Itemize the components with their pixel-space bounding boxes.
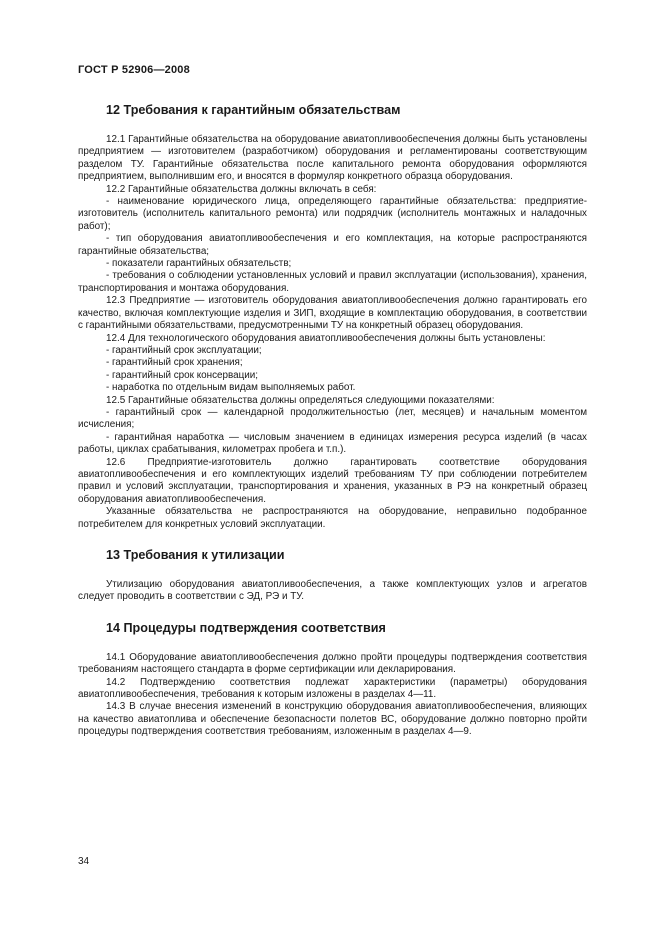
list-item: - гарантийный срок хранения;	[106, 357, 243, 369]
paragraph: 12.5 Гарантийные обязательства должны определяться следующими показателями:	[106, 394, 495, 406]
paragraph: 12.1 Гарантийные обязательства на оборудование авиатопливообеспечения должны быть установлены предприятием — изготовителем (разработчиком) оборудования и регламентированы соответствующим разделом ТУ. Гарантийные обязательства после капитального ремонта оборудования оформляются предприятием, выполнившим его, и вносятся в формуляр конкретного образца оборудования.	[78, 134, 587, 183]
document-body	[78, 90, 587, 739]
section-12	[78, 102, 587, 531]
section-body	[78, 134, 587, 531]
document-header: ГОСТ Р 52906—2008	[78, 64, 190, 76]
section-body	[78, 579, 587, 604]
paragraph: 12.3 Предприятие — изготовитель оборудования авиатопливообеспечения должно гарантировать его качество, включая комплектующие изделия и ЗИП, входящие в комплектацию оборудования, в соответствии с гарантийными обязательствами, предусмотренными ТУ на конкретный образец оборудования.	[78, 295, 587, 332]
list-item: - гарантийный срок эксплуатации;	[106, 344, 262, 356]
list-item: - наработка по отдельным видам выполняемых работ.	[106, 382, 356, 394]
paragraph: 12.2 Гарантийные обязательства должны включать в себя:	[106, 183, 377, 195]
section-title: 13 Требования к утилизации	[106, 548, 285, 562]
list-item: - требования о соблюдении установленных условий и правил эксплуатации (использования), хранения, транспортирования и монтажа оборудования.	[78, 270, 587, 294]
list-item: - гарантийная наработка — числовым значением в единицах измерения ресурса изделий (в часах работы, циклах срабатывания, километрах пробега и т.п.).	[78, 431, 587, 456]
list-item: - гарантийный срок — календарной продолжительностью (лет, месяцев) и начальным моментом исчисления;	[78, 406, 587, 431]
section-body	[78, 652, 587, 739]
list-item: - гарантийный срок консервации;	[106, 369, 259, 381]
section-title: 14 Процедуры подтверждения соответствия	[106, 620, 386, 635]
section-13	[78, 547, 587, 604]
paragraph: Указанные обязательства не распространяются на оборудование, неправильно подобранное потребителем для конкретных условий эксплуатации.	[78, 506, 587, 530]
paragraph: 14.3 В случае внесения изменений в конструкцию оборудования авиатопливообеспечения, влияющих на качество авиатоплива и обеспечение безопасности полетов ВС, оборудование должно повторно пройти процедуры подтверждения соответствия требованиям, изложенным в разделах 4—9.	[78, 701, 587, 738]
section-title: 12 Требования к гарантийным обязательствам	[106, 103, 401, 117]
page-number: 34	[78, 856, 90, 867]
list-item: - показатели гарантийных обязательств;	[106, 258, 292, 270]
paragraph: Утилизацию оборудования авиатопливообеспечения, а также комплектующих узлов и агрегатов следует проводить в соответствии с ЭД, РЭ и ТУ.	[78, 579, 587, 603]
list-item: - наименование юридического лица, определяющего гарантийные обязательства: предприятие-изготовитель (исполнитель капитального ремонта) или подрядчик (исполнитель монтажных и наладочных работ);	[78, 196, 587, 232]
list-item: - тип оборудования авиатопливообеспечения и его комплектация, на которые распространяются гарантийные обязательства;	[78, 233, 587, 257]
paragraph: 12.4 Для технологического оборудования авиатопливообеспечения должны быть установлены:	[106, 332, 546, 344]
paragraph: 12.6 Предприятие-изготовитель должно гарантировать соответствие оборудования авиатопливообеспечения и его комплектующих изделий требованиям ТУ при соблюдении потребителем правил и условий эксплуатации, транспортирования и хранения, указанных в РЭ на конкретный образец оборудования авиатопливообеспечения.	[78, 456, 587, 505]
section-14	[78, 620, 587, 739]
paragraph: 14.2 Подтверждению соответствия подлежат характеристики (параметры) оборудования авиатопливообеспечения, требования к которым изложены в разделах 4—11.	[78, 676, 587, 701]
paragraph: 14.1 Оборудование авиатопливообеспечения должно пройти процедуры подтверждения соответствия требованиям настоящего стандарта в форме сертификации или декларирования.	[78, 651, 587, 676]
